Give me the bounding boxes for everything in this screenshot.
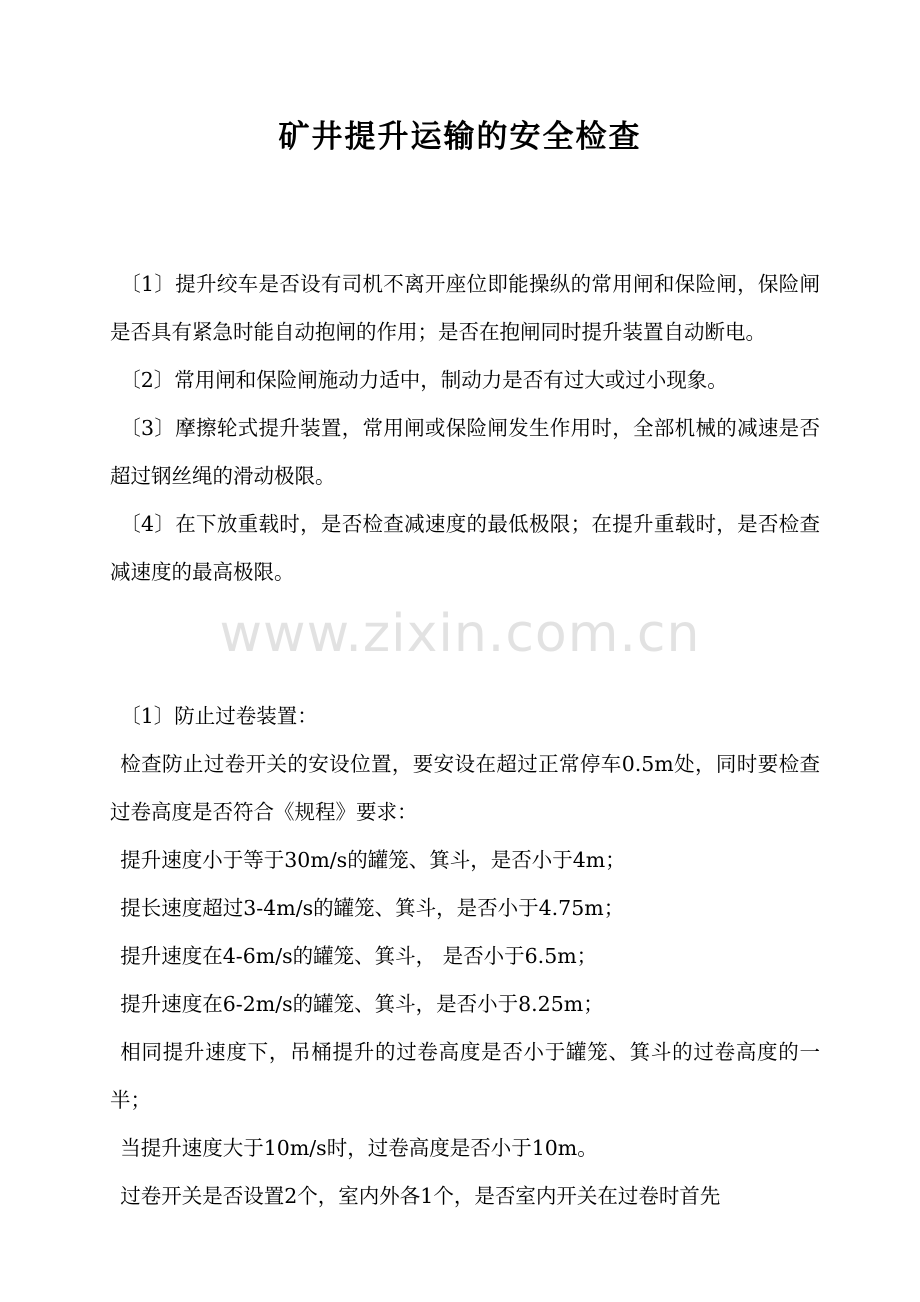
paragraph-2-3: 提升速度小于等于30m/s的罐笼、箕斗，是否小于4m； bbox=[120, 848, 626, 872]
paragraph-1-1: 〔1〕提升绞车是否设有司机不离开座位即能操纵的常用闸和保险闸，保险闸是否具有紧急时能自动抱闸的作用；是否在抱闸同时提升装置自动断电。 bbox=[110, 272, 820, 344]
paragraph-2-7: 相同提升速度下，吊桶提升的过卷高度是否小于罐笼、箕斗的过卷高度的一半； bbox=[110, 1040, 820, 1112]
paragraph-2-2: 检查防止过卷开关的安设位置，要安设在超过正常停车0.5m处，同时要检查过卷高度是否符合《规程》要求： bbox=[110, 752, 820, 824]
paragraph-2-4: 提长速度超过3-4m/s的罐笼、箕斗，是否小于4.75m； bbox=[120, 896, 625, 920]
watermark: www.zixin.com.cn bbox=[219, 604, 701, 664]
paragraph-1-4: 〔4〕在下放重载时，是否检查减速度的最低极限；在提升重载时，是否检查减速度的最高极限。 bbox=[110, 512, 820, 584]
document-body bbox=[110, 260, 820, 1220]
page-title: 矿井提升运输的安全检查 bbox=[278, 119, 642, 155]
paragraph-2-9: 过卷开关是否设置2个，室内外各1个，是否室内开关在过卷时首先 bbox=[120, 1184, 721, 1208]
paragraph-2-8: 当提升速度大于10m/s时，过卷高度是否小于10m。 bbox=[120, 1136, 598, 1160]
paragraph-2-5: 提升速度在4-6m/s的罐笼、箕斗， 是否小于6.5m； bbox=[120, 944, 598, 968]
paragraph-1-2: 〔2〕常用闸和保险闸施动力适中，制动力是否有过大或过小现象。 bbox=[120, 368, 728, 392]
paragraph-2-6: 提升速度在6-2m/s的罐笼、箕斗，是否小于8.25m； bbox=[120, 992, 604, 1016]
paragraph-2-1: 〔1〕防止过卷装置： bbox=[120, 704, 318, 728]
section-spacer bbox=[110, 596, 820, 692]
paragraph-1-3: 〔3〕摩擦轮式提升装置，常用闸或保险闸发生作用时，全部机械的减速是否超过钢丝绳的滑动极限。 bbox=[110, 416, 820, 488]
